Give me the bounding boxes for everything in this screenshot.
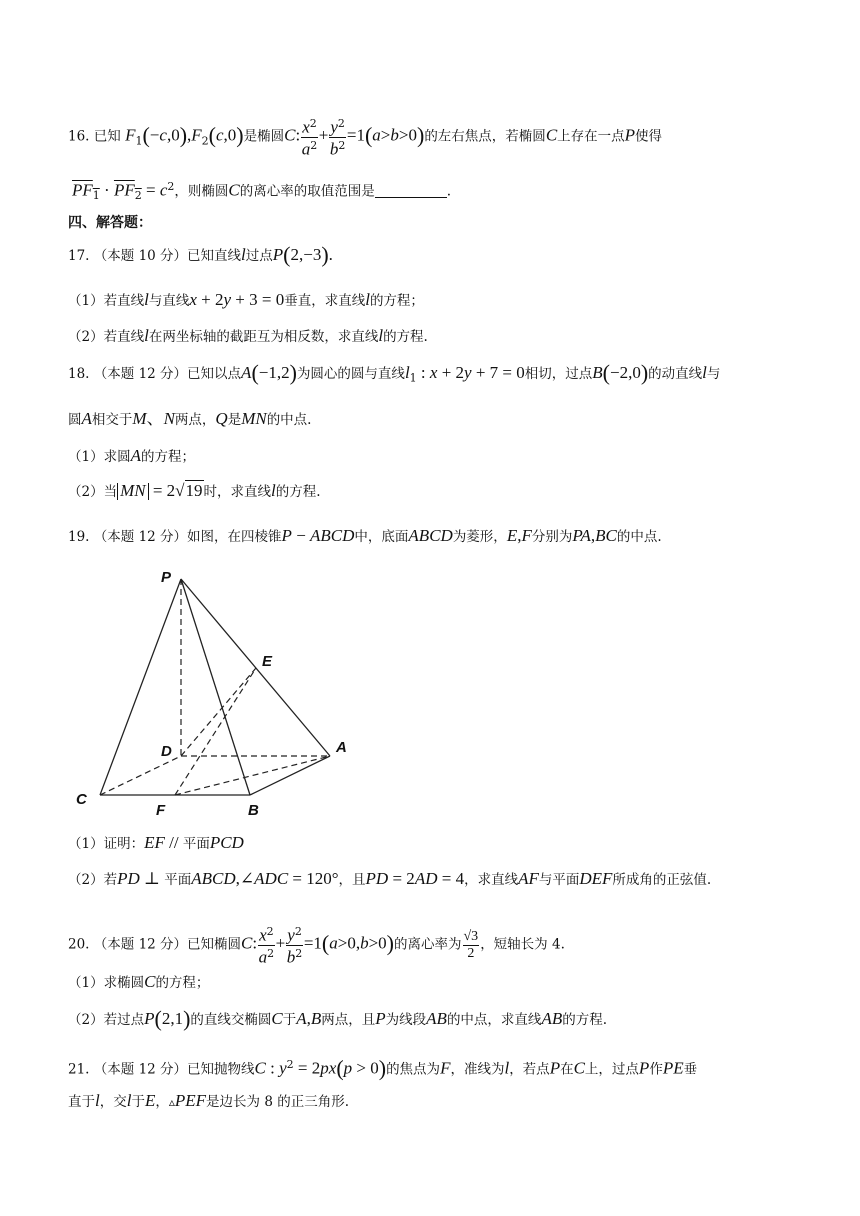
pyramid-figure	[60, 560, 370, 820]
q20-part2: （2）若过点P(2,1)的直线交椭圆C于A,B两点，且P为线段AB的中点，求直线AB的方程.	[68, 1006, 608, 1031]
answer-blank	[375, 183, 447, 198]
label-f: F	[156, 802, 166, 819]
label-b: B	[248, 802, 259, 819]
q17-stem: 17. （本题 10 分）已知直线l过点P(2,−3).	[68, 242, 333, 267]
segment-de	[181, 668, 256, 756]
label-a: A	[336, 739, 347, 756]
q21-stem2: 直于l，交l于E，▵PEF是边长为 8 的正三角形.	[68, 1091, 350, 1110]
q16-number: 16.	[68, 128, 90, 145]
q19-part1: （1）证明：EF // 平面PCD	[68, 833, 244, 852]
q17-part2: （2）若直线l在两坐标轴的截距互为相反数，求直线l的方程.	[68, 326, 428, 345]
q19-part2: （2）若PD ⊥ 平面ABCD,∠ADC = 120°，且PD = 2AD = 4，求直线AF与平面DEF所成角的正弦值.	[68, 869, 712, 888]
q16-line1: 16. 已知 $F_1(-c,0),F_2(c,0)$是椭圆C: $\frac{x^2}{a^2}$ + $\frac{y^2}{b^2}$ =1(a>b>0)的左右焦点，若椭圆C上存在一点P使得	[68, 117, 663, 159]
section-title: 四、解答题：	[68, 215, 152, 231]
label-e: E	[262, 653, 273, 670]
edge-pc	[100, 579, 181, 795]
q18-stem: 18. （本题 12 分）已知以点A(−1,2)为圆心的圆与直线$l_1$ : x + 2y + 7 = 0相切，过点B(−2,0)的动直线l与	[68, 360, 721, 385]
label-c: C	[76, 791, 87, 808]
q18-part1: （1）求圆A的方程；	[68, 446, 195, 465]
segment-fa	[175, 756, 330, 795]
edge-ba	[250, 756, 330, 795]
q21-stem: 21. （本题 12 分）已知抛物线C : $y^2 = 2px(p > 0)$的焦点为F，准线为l，若点P在C上，过点P作PE垂	[68, 1055, 698, 1081]
q16-line2: $\overline{PF}_1 \cdot \overline{PF}_2 = c^2$，则椭圆C的离心率的取值范围是 .	[72, 180, 452, 203]
q20-part1: （1）求椭圆C的方程；	[68, 972, 210, 991]
q19-stem: 19. （本题 12 分）如图，在四棱锥P − ABCD中，底面ABCD为菱形，E,F分别为PA,BC的中点.	[68, 526, 662, 545]
q20-stem: 20. （本题 12 分）已知椭圆C: $\frac{x^2}{a^2}$ + $\frac{y^2}{b^2}$ =1(a>0,b>0)的离心率为 $\frac{√3}{2}$ ，短轴长为 4.	[68, 925, 565, 967]
q18-part2: （2）当 MN = 2√19时，求直线l的方程.	[68, 481, 321, 500]
q17-part1: （1）若直线l与直线x + 2y + 3 = 0垂直，求直线l的方程；	[68, 290, 424, 309]
label-p: P	[161, 569, 172, 586]
label-d: D	[161, 743, 172, 760]
q18-stem2: 圆A相交于M、N两点，Q是MN的中点.	[68, 409, 312, 428]
